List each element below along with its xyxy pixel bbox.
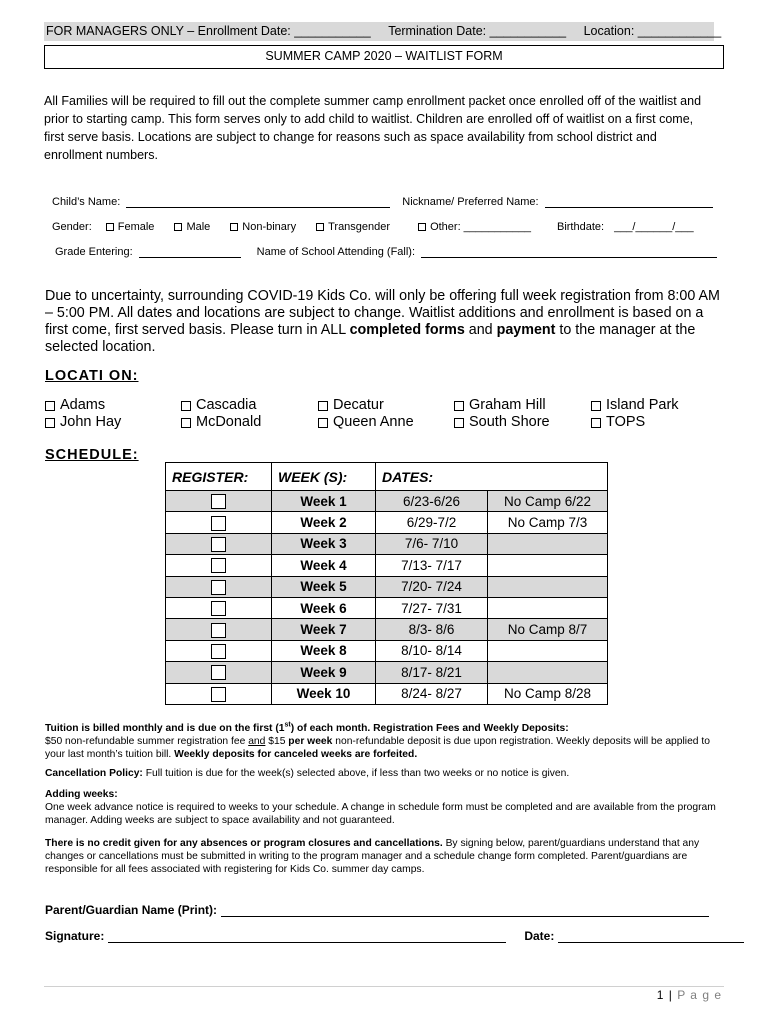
gender-option-male[interactable]: Male (174, 221, 220, 233)
register-cell (166, 491, 272, 512)
parent-name-field[interactable] (221, 905, 709, 917)
table-row (166, 576, 608, 597)
week-cell: Week 4 (272, 555, 376, 576)
register-cell (166, 619, 272, 640)
location-mcdonald[interactable]: McDonald (181, 414, 261, 431)
tuition-heading: Tuition is billed monthly and is due on the first (1st) of each month. Registration Fees and Weekly Deposits: (45, 722, 569, 735)
checkbox-icon[interactable] (591, 401, 601, 411)
register-cell (166, 640, 272, 661)
gender-option-female[interactable]: Female (106, 221, 165, 233)
register-checkbox[interactable] (211, 537, 226, 552)
note-cell (488, 662, 608, 683)
tuition-section: Tuition is billed monthly and is due on the first (1st) of each month. Registration Fees and Weekly Deposits: $50 non-refundable summer registration fee and $15 per week non-refundable deposit is due upon registration. Weekly deposits will be applied to your last month’s tuition bill. Weekly deposits for canceled weeks are forfeited. (45, 722, 710, 761)
intro-paragraph: All Families will be required to fill out the complete summer camp enrollment packet once enrolled off of the waitlist and prior to starting camp. This form serves only to add child to waitlist. Children are enrolled off of waitlist on a first come, first serve basis. Locations are subject to change for reasons such as space availability from school district and enrollment numbers. (44, 94, 702, 162)
location-cascadia[interactable]: Cascadia (181, 397, 256, 414)
week-cell: Week 9 (272, 662, 376, 683)
dates-cell: 7/6- 7/10 (376, 533, 488, 554)
register-cell (166, 576, 272, 597)
register-column-header: REGISTER: (166, 463, 272, 491)
school-label: Name of School Attending (Fall): (256, 246, 416, 258)
note-cell: No Camp 7/3 (488, 512, 608, 533)
note-cell (488, 640, 608, 661)
grade-label: Grade Entering: (55, 246, 133, 258)
register-checkbox[interactable] (211, 687, 226, 702)
register-checkbox[interactable] (211, 623, 226, 638)
table-row (166, 533, 608, 554)
location-tops[interactable]: TOPS (591, 414, 645, 431)
register-cell (166, 512, 272, 533)
footer-rule (44, 986, 724, 987)
schedule-body (166, 491, 608, 705)
child-name-field[interactable] (126, 197, 390, 208)
dates-cell: 6/23-6/26 (376, 491, 488, 512)
register-checkbox[interactable] (211, 601, 226, 616)
location-label: Location: ____________ (583, 24, 722, 38)
checkbox-icon[interactable] (591, 418, 601, 428)
checkbox-icon[interactable] (45, 418, 55, 428)
checkbox-icon[interactable] (230, 223, 238, 231)
dates-cell: 7/27- 7/31 (376, 597, 488, 618)
dates-column-header: DATES: (376, 463, 608, 491)
register-cell (166, 555, 272, 576)
location-island-park[interactable]: Island Park (591, 397, 679, 414)
week-cell: Week 8 (272, 640, 376, 661)
date-field[interactable] (558, 931, 744, 943)
child-name-row (52, 196, 713, 208)
table-row (166, 683, 608, 704)
dates-cell: 7/20- 7/24 (376, 576, 488, 597)
dates-cell: 8/3- 8/6 (376, 619, 488, 640)
week-cell: Week 3 (272, 533, 376, 554)
checkbox-icon[interactable] (181, 401, 191, 411)
register-cell (166, 533, 272, 554)
note-cell (488, 597, 608, 618)
register-checkbox[interactable] (211, 665, 226, 680)
no-credit-policy: There is no credit given for any absences or program closures and cancellations. By signing below, parent/guardians understand that any changes or cancellations must be submitted in writing to the program manager and a schedule change form completed. Parent/guardians are responsible for all fees associated with registering for Kids Co. summer day camps. (45, 838, 700, 875)
note-cell: No Camp 8/7 (488, 619, 608, 640)
managers-only-bar (44, 22, 722, 41)
register-checkbox[interactable] (211, 494, 226, 509)
week-cell: Week 1 (272, 491, 376, 512)
dates-cell: 8/24- 8/27 (376, 683, 488, 704)
register-checkbox[interactable] (211, 516, 226, 531)
table-row (166, 640, 608, 661)
location-queen-anne[interactable]: Queen Anne (318, 414, 414, 431)
location-john-hay[interactable]: John Hay (45, 414, 121, 431)
table-row (166, 619, 608, 640)
checkbox-icon[interactable] (318, 401, 328, 411)
gender-option-transgender[interactable]: Transgender (316, 221, 400, 233)
table-row (166, 662, 608, 683)
birthdate-field[interactable]: ___/______/___ (614, 221, 694, 233)
register-checkbox[interactable] (211, 644, 226, 659)
child-name-label: Child’s Name: (52, 196, 121, 208)
register-checkbox[interactable] (211, 580, 226, 595)
parent-name-label: Parent/Guardian Name (Print): (45, 903, 218, 917)
checkbox-icon[interactable] (454, 401, 464, 411)
register-cell (166, 683, 272, 704)
week-cell: Week 7 (272, 619, 376, 640)
form-title: SUMMER CAMP 2020 – WAITLIST FORM (44, 45, 724, 69)
termination-date-label: Termination Date: ___________ (388, 24, 567, 38)
schedule-header-row (166, 463, 608, 491)
gender-option-other[interactable]: Other: ___________ (418, 221, 541, 233)
table-row (166, 555, 608, 576)
note-cell (488, 555, 608, 576)
dates-cell: 8/10- 8/14 (376, 640, 488, 661)
note-cell (488, 576, 608, 597)
note-cell: No Camp 8/28 (488, 683, 608, 704)
page-number: 1 | P a g e (656, 988, 722, 1002)
schedule-table (165, 462, 608, 705)
week-cell: Week 6 (272, 597, 376, 618)
checkbox-icon[interactable] (454, 418, 464, 428)
dates-cell: 6/29-7/2 (376, 512, 488, 533)
note-cell: No Camp 6/22 (488, 491, 608, 512)
gender-option-non-binary[interactable]: Non-binary (230, 221, 306, 233)
table-row (166, 491, 608, 512)
location-heading: LOCATI ON: (45, 368, 139, 384)
date-label: Date: (524, 929, 555, 943)
checkbox-icon[interactable] (318, 418, 328, 428)
signature-field[interactable] (108, 931, 506, 943)
dates-cell: 7/13- 7/17 (376, 555, 488, 576)
location-graham-hill[interactable]: Graham Hill (454, 397, 546, 414)
location-south-shore[interactable]: South Shore (454, 414, 550, 431)
note-cell (488, 533, 608, 554)
checkbox-icon[interactable] (45, 401, 55, 411)
register-checkbox[interactable] (211, 558, 226, 573)
location-decatur[interactable]: Decatur (318, 397, 384, 414)
checkbox-icon[interactable] (106, 223, 114, 231)
grade-row (55, 246, 717, 258)
grade-field[interactable] (139, 247, 241, 258)
register-cell (166, 662, 272, 683)
nickname-label: Nickname/ Preferred Name: (402, 196, 539, 208)
checkbox-icon[interactable] (181, 418, 191, 428)
cancellation-policy: Cancellation Policy: Full tuition is due for the week(s) selected above, if less than two weeks or no notice is given. (45, 768, 570, 779)
week-cell: Week 10 (272, 683, 376, 704)
checkbox-icon[interactable] (316, 223, 324, 231)
covid-notice: Due to uncertainty, surrounding COVID-19 Kids Co. will only be offering full week registration from 8:00 AM – 5:00 PM. All dates and locations are subject to change. Waitlist additions and enrollment is based on a first come, first served basis. Please turn in ALL completed forms and payment to the manager at the selected location. (45, 288, 720, 355)
location-adams[interactable]: Adams (45, 397, 105, 414)
week-column-header: WEEK (S): (272, 463, 376, 491)
adding-weeks: Adding weeks: One week advance notice is required to weeks to your schedule. A change in schedule form must be completed and are available from the program manager. Adding weeks are subject to space availability and not guaranteed. (45, 789, 716, 826)
birthdate-label: Birthdate: (556, 221, 605, 233)
week-cell: Week 5 (272, 576, 376, 597)
nickname-field[interactable] (545, 197, 713, 208)
checkbox-icon[interactable] (174, 223, 182, 231)
signature-row (45, 929, 744, 943)
schedule-heading: SCHEDULE: (45, 447, 139, 463)
gender-row (52, 221, 704, 233)
table-row (166, 512, 608, 533)
checkbox-icon[interactable] (418, 223, 426, 231)
school-field[interactable] (421, 247, 717, 258)
register-cell (166, 597, 272, 618)
dates-cell: 8/17- 8/21 (376, 662, 488, 683)
parent-name-row (45, 903, 709, 917)
table-row (166, 597, 608, 618)
signature-label: Signature: (45, 929, 105, 943)
gender-label: Gender: (52, 221, 92, 233)
week-cell: Week 2 (272, 512, 376, 533)
enrollment-date-label: FOR MANAGERS ONLY – Enrollment Date: ___________ (46, 24, 371, 38)
